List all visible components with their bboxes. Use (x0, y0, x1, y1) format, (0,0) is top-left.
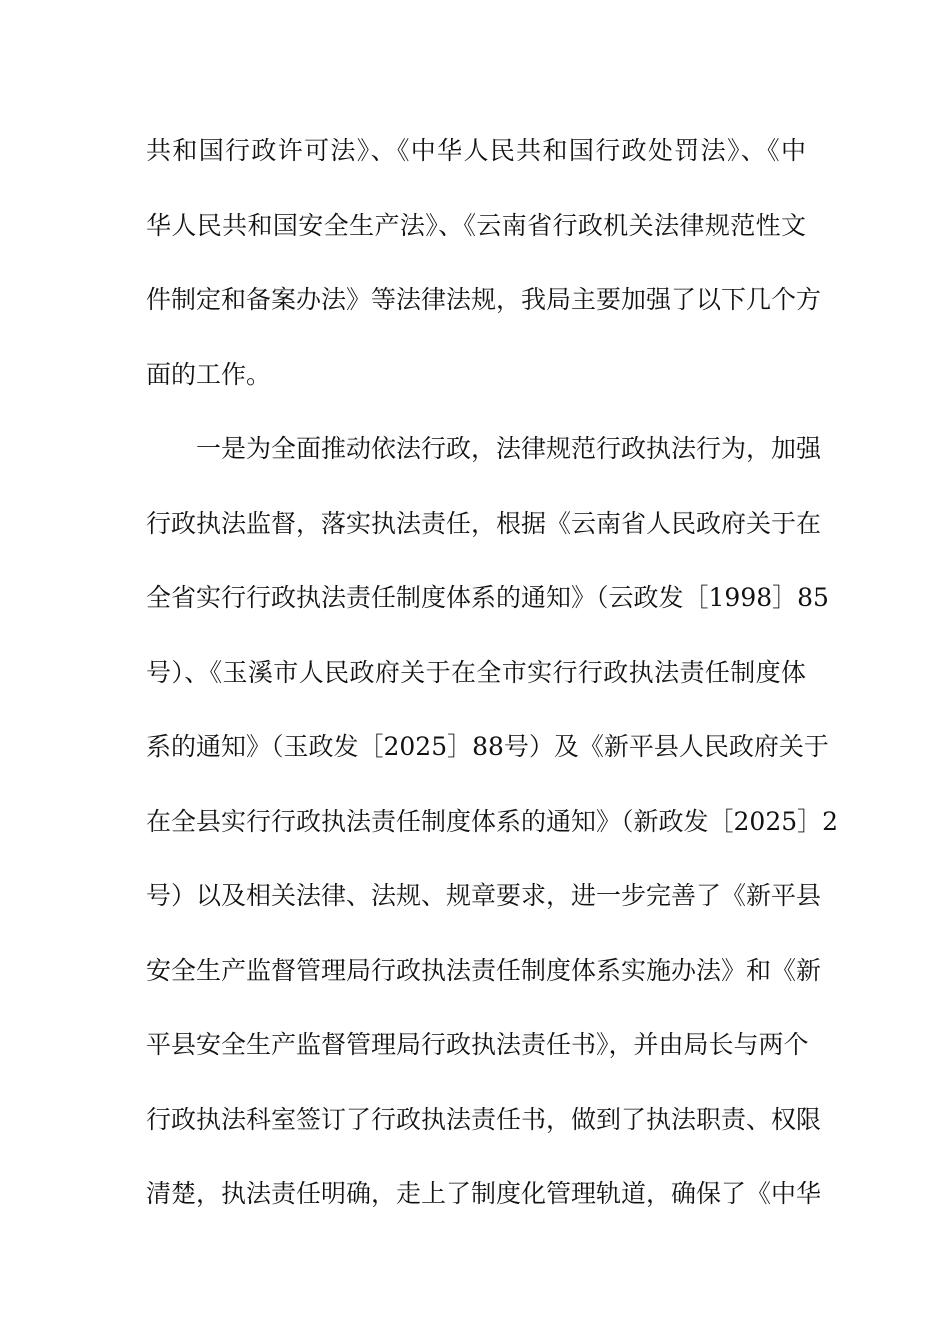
text-line: 面的工作。 (146, 360, 272, 389)
paragraph-first-line: 一是为全面推动依法行政，法律规范行政执法行为，加强 (196, 434, 822, 463)
text-line: 在全县实行行政执法责任制度体系的通知》（新政发［2025］2 (146, 807, 839, 836)
text-line: 号）、《玉溪市人民政府关于在全市实行行政执法责任制度体 (146, 658, 806, 687)
text-line: 全省实行行政执法责任制度体系的通知》（云政发［1998］85 (146, 583, 829, 612)
text-line: 清楚，执法责任明确，走上了制度化管理轨道，确保了《中华 (146, 1179, 822, 1208)
text-line: 号）以及相关法律、法规、规章要求，进一步完善了《新平县 (146, 881, 822, 910)
text-line: 行政执法监督，落实执法责任，根据《云南省人民政府关于在 (146, 509, 822, 538)
text-line: 行政执法科室签订了行政执法责任书，做到了执法职责、权限 (146, 1105, 822, 1134)
text-line: 华人民共和国安全生产法》、《云南省行政机关法律规范性文 (146, 211, 806, 240)
text-line: 平县安全生产监督管理局行政执法责任书》，并由局长与两个 (146, 1030, 809, 1059)
text-line: 件制定和备案办法》等法律法规，我局主要加强了以下几个方 (146, 285, 822, 314)
text-line: 共和国行政许可法》、《中华人民共和国行政处罚法》、《中 (146, 136, 806, 165)
text-line: 系的通知》（玉政发［2025］88号）及《新平县人民政府关于 (146, 732, 829, 761)
text-line: 安全生产监督管理局行政执法责任制度体系实施办法》和《新 (146, 956, 822, 985)
